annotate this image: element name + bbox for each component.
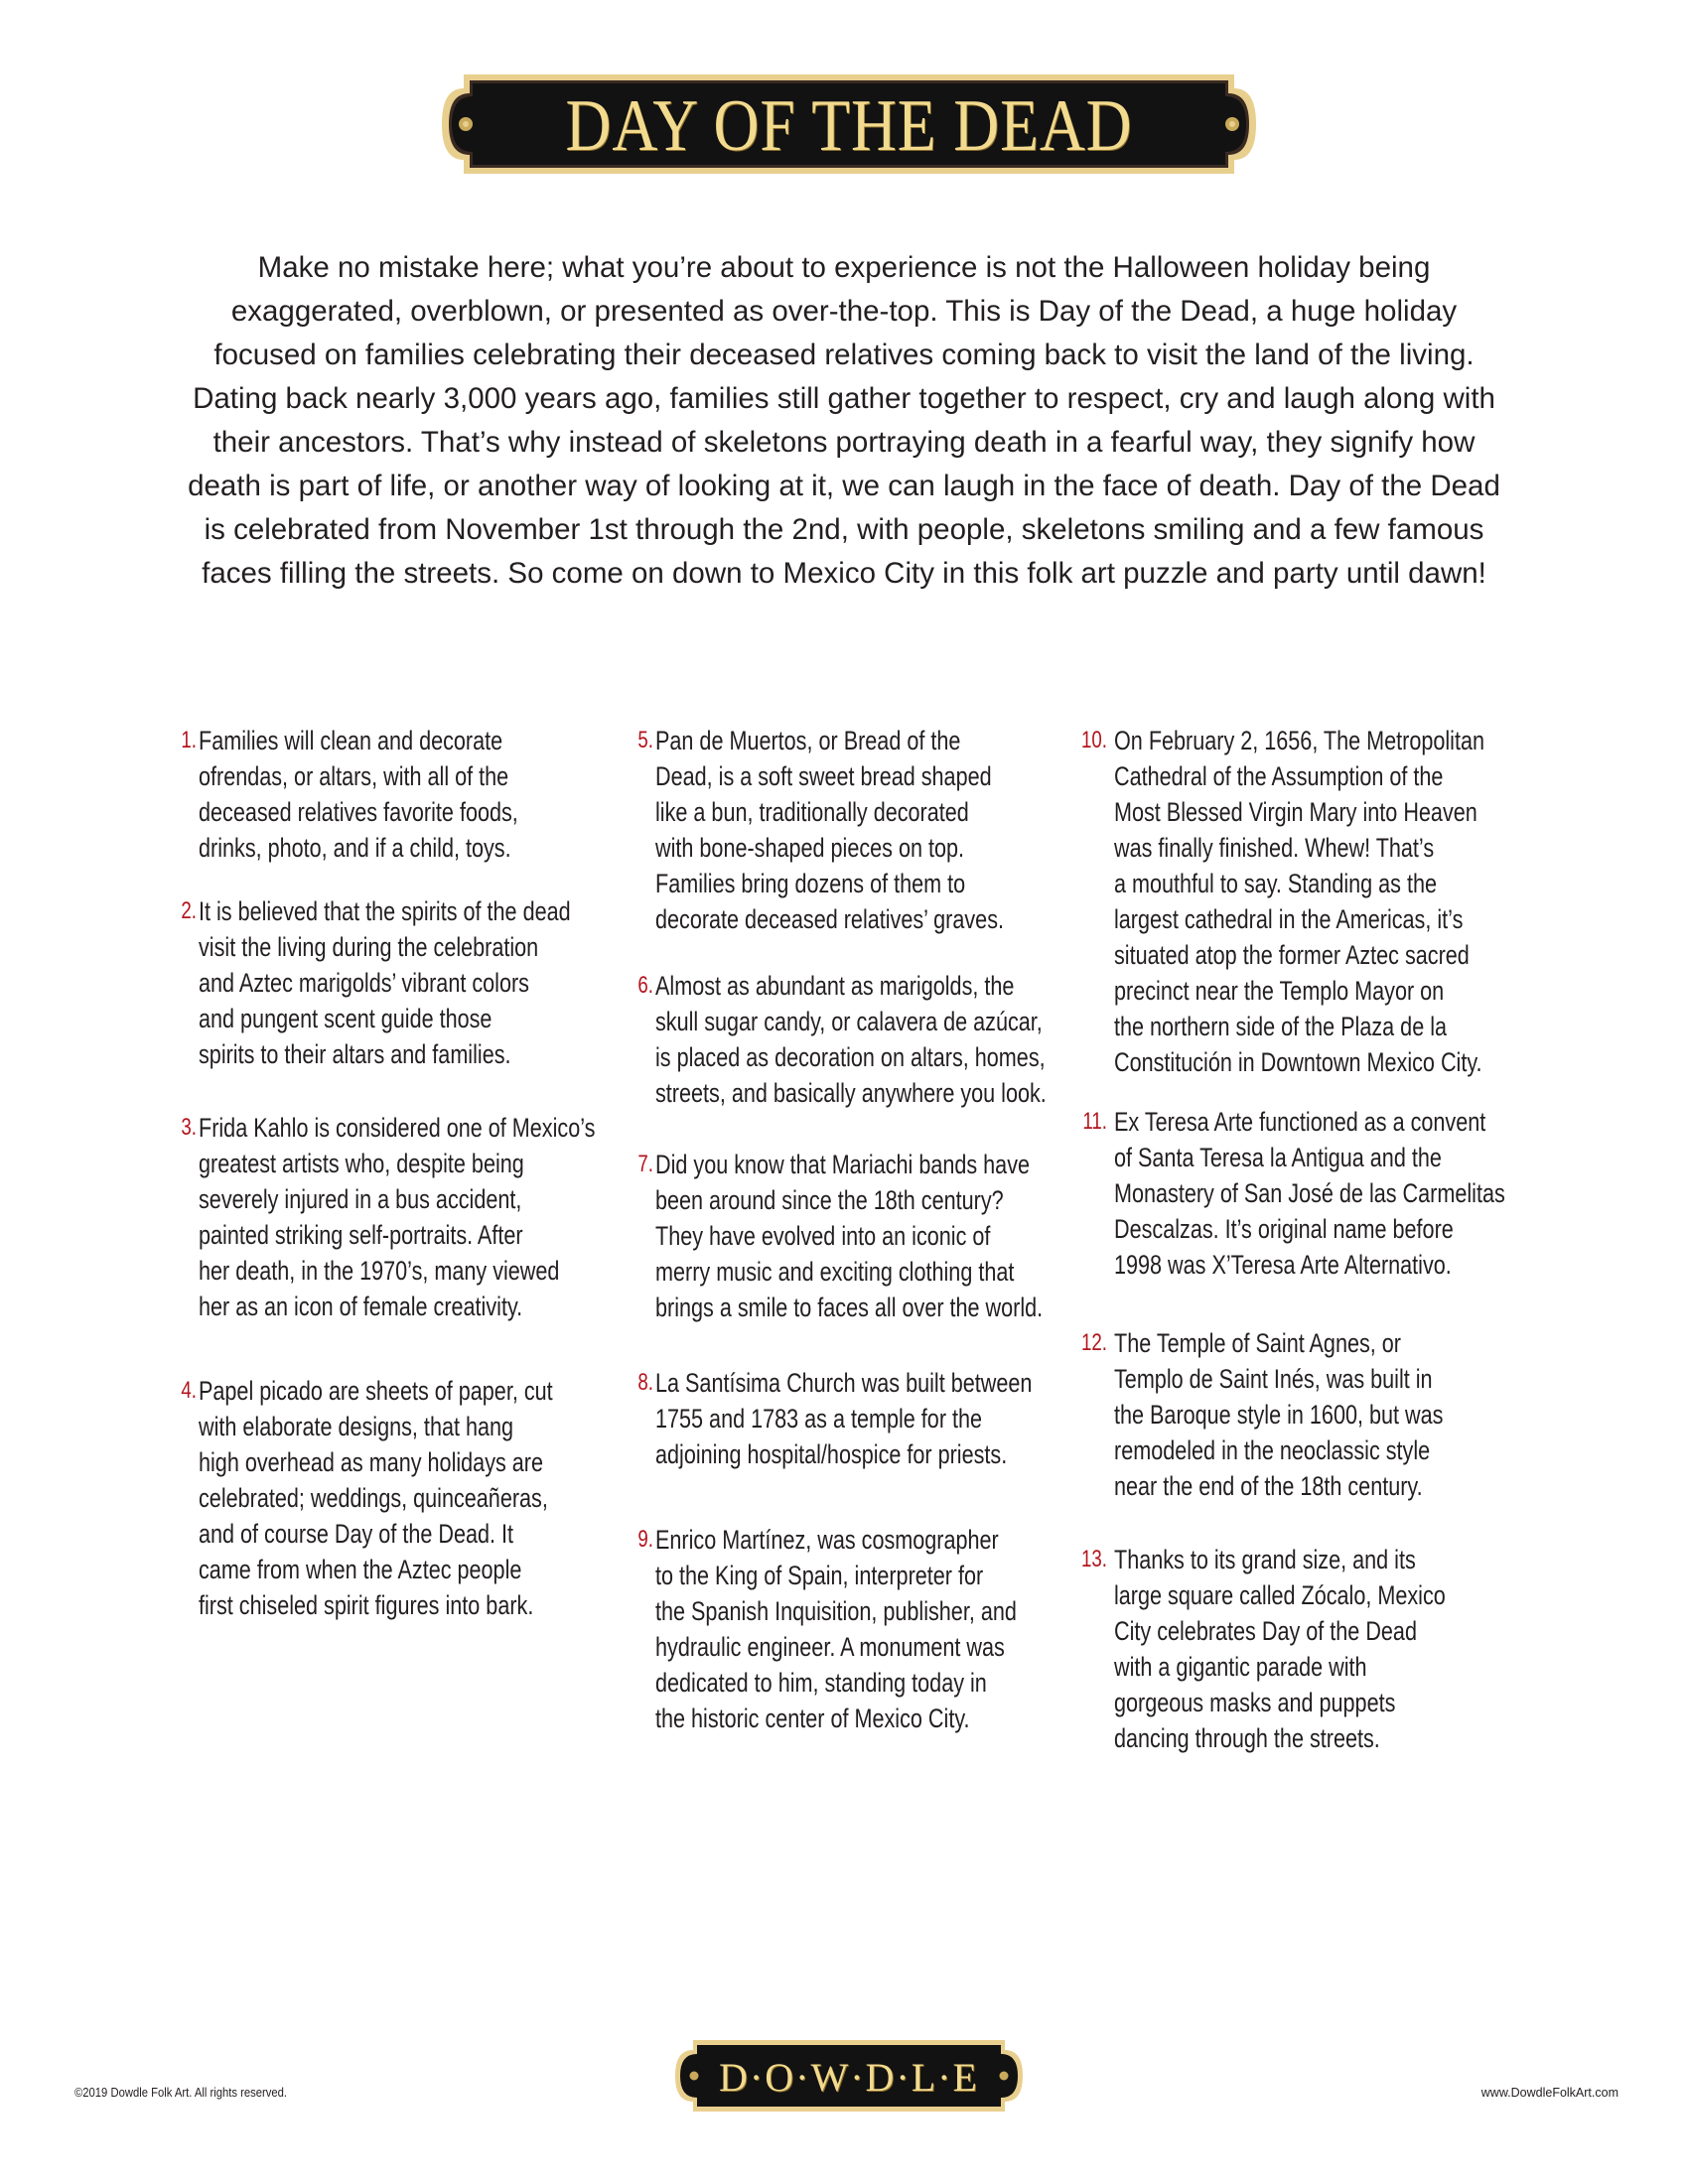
list-item-line: decorate deceased relatives’ graves.	[655, 904, 1004, 934]
list-item-number: 10.	[1080, 727, 1107, 753]
list-item-text	[199, 1373, 553, 1623]
list-item-line: Monastery of San José de las Carmelitas	[1114, 1178, 1505, 1208]
list-item-line: Families will clean and decorate	[199, 726, 503, 755]
list-item-line: Ex Teresa Arte functioned as a convent	[1114, 1107, 1486, 1137]
list-item-number: 6.	[637, 972, 653, 999]
list-item-text	[199, 1110, 595, 1324]
dowdle-logo	[675, 2040, 1023, 2112]
list-item-text	[655, 1147, 1043, 1325]
list-item-line: remodeled in the neoclassic style	[1114, 1435, 1431, 1465]
list-item-number: 11.	[1082, 1108, 1107, 1135]
list-item-line: her as an icon of female creativity.	[199, 1292, 523, 1321]
list-item-number: 13.	[1080, 1546, 1107, 1572]
logo-wordmark: D·O·W·D·L·E	[719, 2055, 979, 2100]
list-item-text	[199, 893, 571, 1072]
list-item-text	[655, 723, 1004, 937]
list-item-line: near the end of the 18th century.	[1114, 1471, 1423, 1501]
list-item-text	[1114, 723, 1484, 1080]
list-item-line: severely injured in a bus accident,	[199, 1184, 522, 1214]
list-item-line: with elaborate designs, that hang	[199, 1412, 514, 1441]
list-item-text	[655, 1522, 1017, 1736]
list-item-text	[1114, 1542, 1446, 1756]
list-item-line: drinks, photo, and if a child, toys.	[199, 833, 511, 863]
list-item-line: to the King of Spain, interpreter for	[655, 1561, 984, 1590]
website-url: www.DowdleFolkArt.com	[1480, 2086, 1618, 2100]
list-item-line: Descalzas. It’s original name before	[1114, 1214, 1454, 1244]
list-item-line: ofrendas, or altars, with all of the	[199, 761, 509, 791]
list-item-line: her death, in the 1970’s, many viewed	[199, 1256, 560, 1286]
intro-paragraph	[139, 246, 1549, 596]
list-item-line: a mouthful to say. Standing as the	[1114, 869, 1438, 898]
list-item-text	[655, 968, 1047, 1111]
list-item-line: the northern side of the Plaza de la	[1114, 1012, 1448, 1041]
list-item-line: the Spanish Inquisition, publisher, and	[655, 1596, 1017, 1626]
list-item-line: the Baroque style in 1600, but was	[1114, 1400, 1444, 1430]
list-item-line: gorgeous masks and puppets	[1114, 1688, 1396, 1717]
list-item-line: is placed as decoration on altars, homes,	[655, 1042, 1046, 1072]
list-item-number: 3.	[181, 1114, 197, 1141]
list-item-number: 12.	[1080, 1329, 1107, 1356]
list-item-line: painted striking self-portraits. After	[199, 1220, 523, 1250]
list-item-line: dancing through the streets.	[1114, 1723, 1380, 1753]
list-item-number: 7.	[637, 1151, 653, 1177]
rosette-right-icon	[1225, 117, 1239, 131]
page-title: DAY OF THE DEAD	[565, 84, 1133, 167]
list-item-line: largest cathedral in the Americas, it’s	[1114, 904, 1464, 934]
intro-line: faces filling the streets. So come on down to Mexico City in this folk art puzzle and party until dawn!	[202, 557, 1486, 590]
list-item-line: and Aztec marigolds’ vibrant colors	[199, 968, 529, 998]
list-item-text	[1114, 1325, 1443, 1504]
list-item-line: and of course Day of the Dead. It	[199, 1519, 513, 1549]
list-item-line: streets, and basically anywhere you look.	[655, 1078, 1047, 1108]
list-item-number: 2.	[181, 897, 197, 924]
intro-line: Dating back nearly 3,000 years ago, families still gather together to respect, cry and laugh along with	[193, 382, 1495, 415]
list-item-number: 5.	[637, 727, 653, 753]
list-item-line: Papel picado are sheets of paper, cut	[199, 1376, 553, 1406]
list-item-line: Cathedral of the Assumption of the	[1114, 761, 1444, 791]
list-item-line: of Santa Teresa la Antigua and the	[1114, 1143, 1442, 1172]
list-item-line: Almost as abundant as marigolds, the	[655, 971, 1015, 1001]
list-item-line: precinct near the Templo Mayor on	[1114, 976, 1445, 1006]
list-item-line: adjoining hospital/hospice for priests.	[655, 1439, 1008, 1469]
list-item-line: celebrated; weddings, quinceañeras,	[199, 1483, 548, 1513]
list-item-line: Most Blessed Virgin Mary into Heaven	[1114, 797, 1477, 827]
intro-line: death is part of life, or another way of looking at it, we can laugh in the face of death. Day of the Dead	[188, 470, 1500, 502]
list-item-text	[655, 1365, 1032, 1472]
intro-line: is celebrated from November 1st through the 2nd, with people, skeletons smiling and a few famous	[204, 513, 1484, 546]
list-item-line: skull sugar candy, or calavera de azúcar,	[655, 1007, 1043, 1036]
list-item-line: situated atop the former Aztec sacred	[1114, 940, 1470, 970]
list-item-line: high overhead as many holidays are	[199, 1447, 544, 1477]
list-item-line: Did you know that Mariachi bands have	[655, 1150, 1031, 1179]
list-item-line: greatest artists who, despite being	[199, 1149, 524, 1178]
intro-line: their ancestors. That’s why instead of skeletons portraying death in a fearful way, they signify how	[212, 426, 1476, 459]
list-item-text	[199, 723, 518, 866]
list-item-line: The Temple of Saint Agnes, or	[1114, 1328, 1401, 1358]
list-item-line: with a gigantic parade with	[1114, 1652, 1367, 1682]
list-item-line: visit the living during the celebration	[199, 932, 539, 962]
list-item-line: They have evolved into an iconic of	[655, 1221, 991, 1251]
list-item-line: Families bring dozens of them to	[655, 869, 966, 898]
list-item-line: 1998 was X’Teresa Arte Alternativo.	[1114, 1250, 1452, 1280]
list-item-line: Pan de Muertos, or Bread of the	[655, 726, 961, 755]
list-item-number: 1.	[181, 727, 197, 753]
list-item-line: La Santísima Church was built between	[655, 1368, 1033, 1398]
list-item-line: 1755 and 1783 as a temple for the	[655, 1404, 983, 1433]
intro-line: focused on families celebrating their deceased relatives coming back to visit the land of the living.	[213, 339, 1475, 371]
list-item-line: City celebrates Day of the Dead	[1114, 1616, 1417, 1646]
list-item-line: hydraulic engineer. A monument was	[655, 1632, 1005, 1662]
list-item-number: 8.	[637, 1369, 653, 1396]
list-item-line: On February 2, 1656, The Metropolitan	[1114, 726, 1485, 755]
list-item-line: large square called Zócalo, Mexico	[1114, 1580, 1446, 1610]
list-item-line: Templo de Saint Inés, was built in	[1114, 1364, 1433, 1394]
list-item-line: Dead, is a soft sweet bread shaped	[655, 761, 992, 791]
list-item-line: first chiseled spirit figures into bark.	[199, 1590, 534, 1620]
list-item-text	[1114, 1104, 1505, 1283]
list-item-line: with bone-shaped pieces on top.	[655, 833, 965, 863]
list-item-line: and pungent scent guide those	[199, 1004, 492, 1033]
list-item-line: was finally finished. Whew! That’s	[1114, 833, 1435, 863]
list-item-number: 9.	[637, 1526, 653, 1553]
title-banner	[442, 74, 1256, 174]
list-item-line: deceased relatives favorite foods,	[199, 797, 518, 827]
list-item-line: Constitución in Downtown Mexico City.	[1114, 1047, 1482, 1077]
list-item-number: 4.	[181, 1377, 197, 1404]
list-item-line: dedicated to him, standing today in	[655, 1668, 987, 1698]
intro-line: exaggerated, overblown, or presented as over-the-top. This is Day of the Dead, a huge holiday	[230, 295, 1458, 328]
list-item-line: like a bun, traditionally decorated	[655, 797, 969, 827]
rosette-left-icon	[459, 117, 473, 131]
list-item-line: the historic center of Mexico City.	[655, 1704, 970, 1733]
list-item-line: merry music and exciting clothing that	[655, 1257, 1015, 1287]
copyright-notice: ©2019 Dowdle Folk Art. All rights reserved.	[74, 2086, 288, 2100]
list-item-line: been around since the 18th century?	[655, 1185, 1004, 1215]
list-item-line: Frida Kahlo is considered one of Mexico’s	[199, 1113, 596, 1143]
list-item-line: brings a smile to faces all over the world.	[655, 1293, 1044, 1322]
list-item-line: Thanks to its grand size, and its	[1114, 1545, 1416, 1574]
list-item-line: It is believed that the spirits of the dead	[199, 896, 571, 926]
intro-line: Make no mistake here; what you’re about to experience is not the Halloween holiday being	[257, 251, 1431, 284]
list-item-line: Enrico Martínez, was cosmographer	[655, 1525, 999, 1555]
list-item-line: spirits to their altars and families.	[199, 1039, 511, 1069]
list-item-line: came from when the Aztec people	[199, 1555, 522, 1584]
